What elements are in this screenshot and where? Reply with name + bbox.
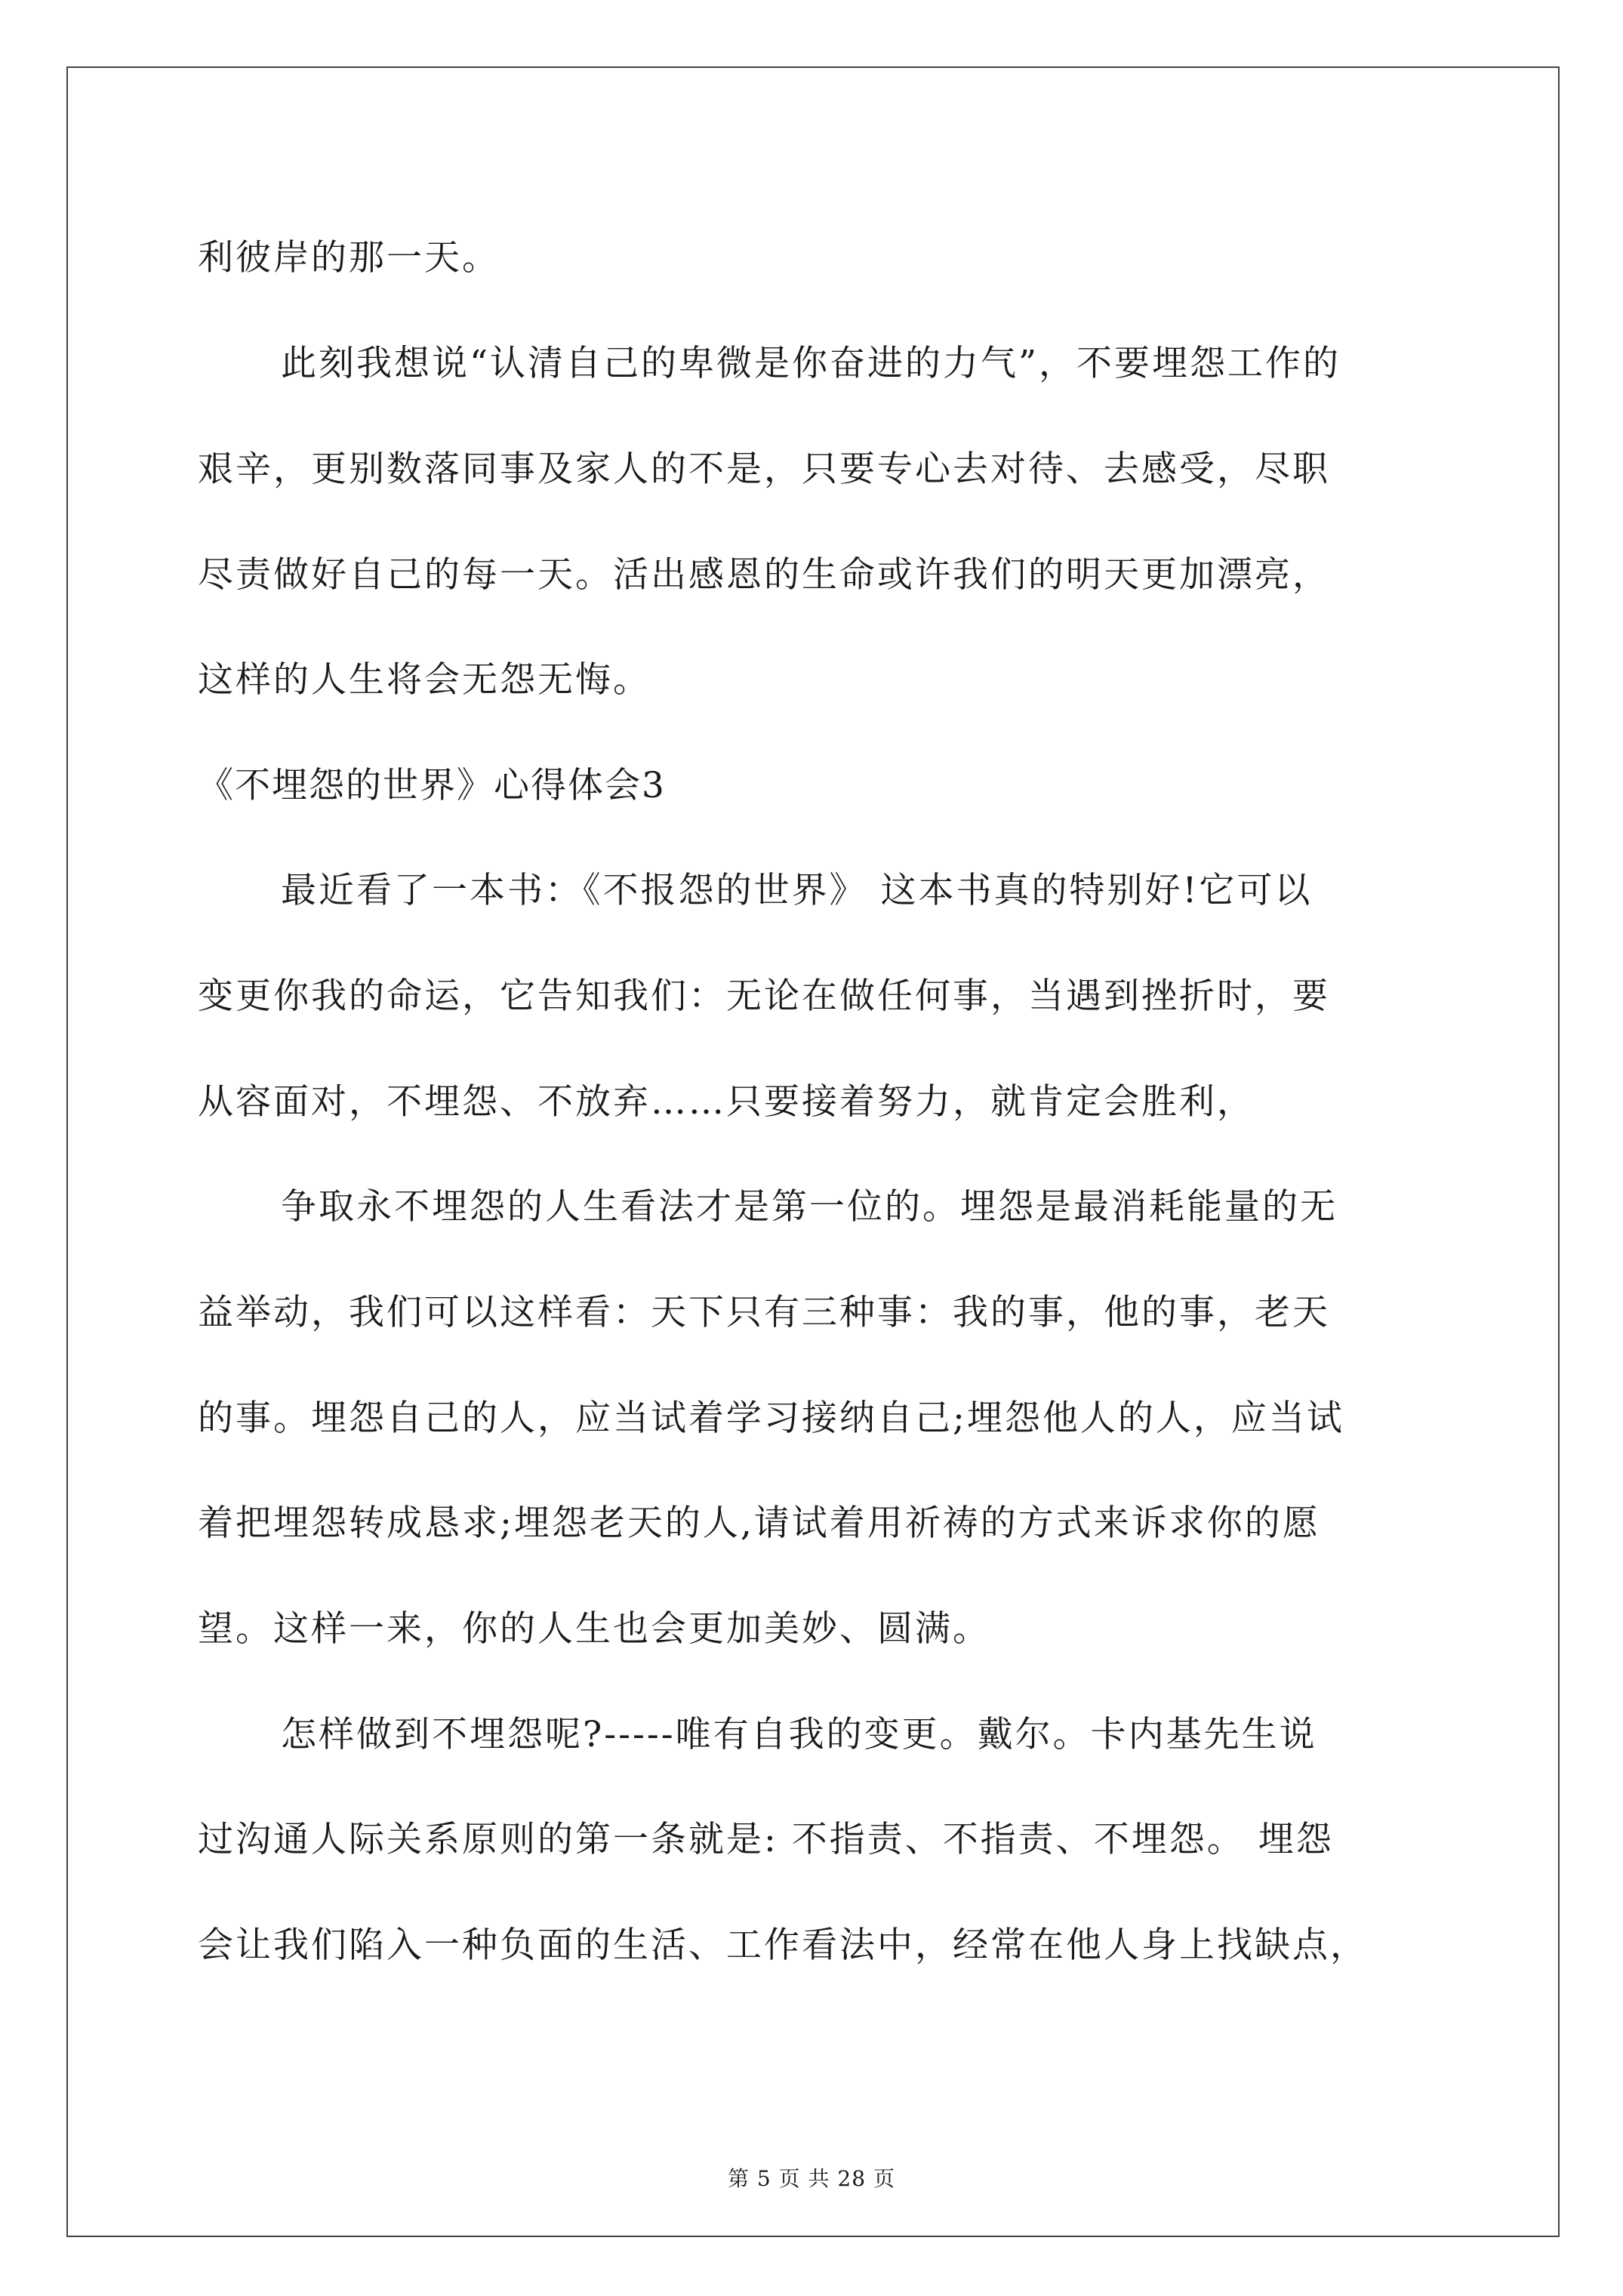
paragraph-line: 怎样做到不埋怨呢?-----唯有自我的变更。戴尔。卡内基先生说 <box>281 1714 1317 1755</box>
text-line: 利彼岸的那一天。 <box>198 237 500 279</box>
text-line: 变更你我的命运，它告知我们：无论在做任何事，当遇到挫折时，要 <box>198 975 1330 1017</box>
page-number-footer: 第 5 页 共 28 页 <box>728 2166 895 2191</box>
text-line: 着把埋怨转成恳求;埋怨老天的人,请试着用祈祷的方式来诉求你的愿 <box>198 1502 1320 1544</box>
text-line: 过沟通人际关系原则的第一条就是: 不指责、不指责、不埋怨。 埋怨 <box>198 1819 1334 1860</box>
text-line: 会让我们陷入一种负面的生活、工作看法中，经常在他人身上找缺点， <box>198 1925 1368 1966</box>
text-line: 尽责做好自己的每一天。活出感恩的生命或许我们的明天更加漂亮， <box>198 554 1330 596</box>
page-border <box>66 66 1560 2237</box>
section-heading: 《不埋怨的世界》心得体会3 <box>198 765 666 806</box>
paragraph-line: 最近看了一本书：《不报怨的世界》 这本书真的特别好!它可以 <box>281 870 1313 911</box>
text-line: 望。这样一来，你的人生也会更加美妙、圆满。 <box>198 1608 990 1650</box>
paragraph-line: 此刻我想说“认清自己的卑微是你奋进的力气”，不要埋怨工作的 <box>281 343 1341 384</box>
text-line: 这样的人生将会无怨无悔。 <box>198 659 651 701</box>
paragraph-line: 争取永不埋怨的人生看法才是第一位的。埋怨是最消耗能量的无 <box>281 1186 1338 1228</box>
text-line: 从容面对，不埋怨、不放弃……只要接着努力，就肯定会胜利， <box>198 1081 1255 1123</box>
text-line: 的事。埋怨自己的人，应当试着学习接纳自己;埋怨他人的人，应当试 <box>198 1398 1344 1439</box>
text-line: 益举动，我们可以这样看：天下只有三种事：我的事，他的事，老天 <box>198 1292 1330 1333</box>
text-line: 艰辛，更别数落同事及家人的不是，只要专心去对待、去感受，尽职 <box>198 448 1330 490</box>
